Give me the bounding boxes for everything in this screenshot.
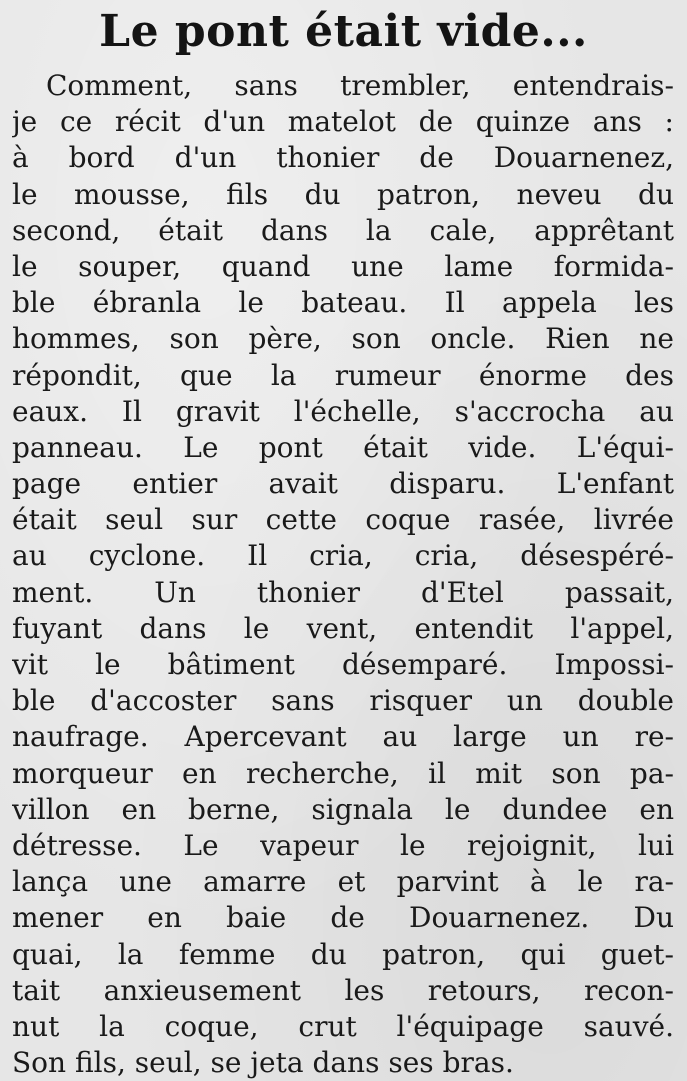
article-line: panneau. Le pont était vide. L'équi- [12,430,674,464]
article-line: lança une amarre et parvint à le ra- [12,865,674,899]
article-line: le souper, quand une lame formida- [12,249,674,283]
article-line: ble d'accoster sans risquer un double [12,684,674,718]
article-line: ment. Un thonier d'Etel passait, [12,575,674,609]
article-line: fuyant dans le vent, entendit l'appel, [12,611,674,645]
article-line: eaux. Il gravit l'échelle, s'accrocha au [12,394,674,428]
article-headline: Le pont était vide... [99,6,588,57]
article-line: villon en berne, signala le dundee en [12,792,674,826]
article-line: Son fils, seul, se jeta dans ses bras. [12,1046,514,1080]
article-line: second, était dans la cale, apprêtant [12,213,674,247]
article-line: morqueur en recherche, il mit son pa- [12,756,674,790]
article-line: hommes, son père, son oncle. Rien ne [12,322,674,356]
article-line: ble ébranla le bateau. Il appela les [12,286,674,320]
article-line: page entier avait disparu. L'enfant [12,467,674,501]
article-line: tait anxieusement les retours, recon- [12,973,674,1007]
article-line: Comment, sans trembler, entendrais- [46,69,674,102]
article-line: au cyclone. Il cria, cria, désespéré- [12,539,674,573]
article-line: naufrage. Apercevant au large un re- [12,720,674,754]
article-line: quai, la femme du patron, qui guet- [12,937,674,971]
article-line: vit le bâtiment désemparé. Impossi- [12,648,674,681]
article-line: nut la coque, crut l'équipage sauvé. [12,1009,674,1043]
article-line: le mousse, fils du patron, neveu du [12,177,674,211]
article-line: répondit, que la rumeur énorme des [12,358,674,392]
article-line: à bord d'un thonier de Douarnenez, [12,141,674,175]
article-line: était seul sur cette coque rasée, livrée [12,503,674,537]
article-line: détresse. Le vapeur le rejoignit, lui [12,828,674,862]
article-line: je ce récit d'un matelot de quinze ans : [12,105,674,139]
article-line: mener en baie de Douarnenez. Du [12,901,674,935]
article-body [12,68,674,1081]
